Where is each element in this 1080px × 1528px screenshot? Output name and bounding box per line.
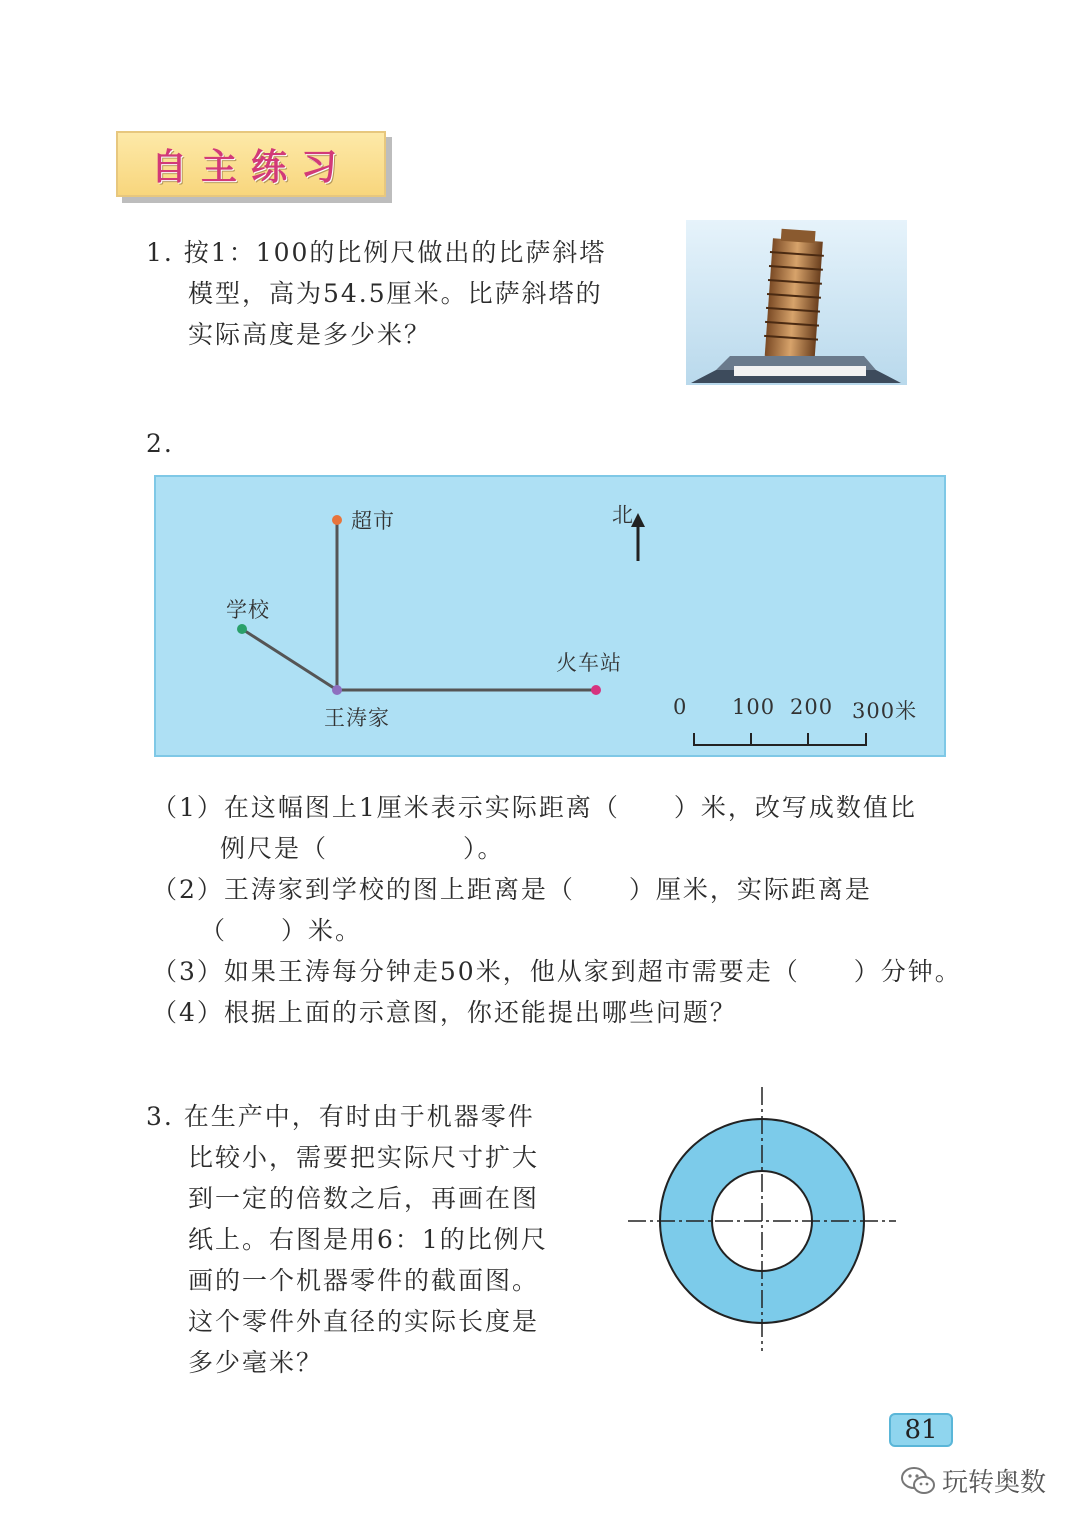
q1-line-1: 1. 按1：100的比例尺做出的比萨斜塔 (146, 238, 607, 267)
station-label: 火车站 (556, 651, 622, 675)
q2-part-4: （4）根据上面的示意图，你还能提出哪些问题？ (152, 998, 737, 1027)
q3-line-3: 到一定的倍数之后，再画在图 (188, 1184, 540, 1213)
q3-line-6: 这个零件外直径的实际长度是 (188, 1307, 540, 1336)
map-diagram (154, 475, 946, 757)
leaning-tower-model-image (686, 220, 907, 385)
q3-line-7: 多少毫米？ (188, 1348, 324, 1377)
section-banner (116, 131, 386, 197)
q3-line-4: 纸上。右图是用6：1的比例尺 (188, 1225, 548, 1254)
home-label: 王涛家 (324, 706, 390, 730)
q2-part-2: （2）王涛家到学校的图上距离是（ ）厘米，实际距离是 (152, 875, 872, 904)
north-label: 北 (612, 503, 634, 527)
section-title: 自主练习 (150, 146, 351, 188)
scale-tick-0: 0 (673, 695, 688, 719)
q2-number: 2. (146, 429, 174, 458)
supermarket-label: 超市 (351, 509, 395, 533)
q2-part-1-cont: 例尺是（ ）。 (220, 834, 505, 863)
scale-tick-100: 100 (732, 695, 776, 719)
q2-part-3: （3）如果王涛每分钟走50米，他从家到超市需要走（ ）分钟。 (152, 957, 962, 986)
q3-line-5: 画的一个机器零件的截面图。 (188, 1266, 540, 1295)
q1-line-3: 实际高度是多少米？ (188, 320, 432, 349)
school-label: 学校 (226, 598, 270, 622)
scale-tick-300: 300米 (852, 699, 918, 723)
page-number: 81 (889, 1413, 953, 1447)
watermark (900, 1462, 1046, 1499)
q2-part-1: （1）在这幅图上1厘米表示实际距离（ ）米，改写成数值比 (152, 793, 917, 822)
wechat-icon (900, 1466, 936, 1496)
watermark-text: 玩转奥数 (942, 1468, 1047, 1498)
q3-line-1: 3. 在生产中，有时由于机器零件 (146, 1102, 535, 1131)
q1-line-2: 模型，高为54.5厘米。比萨斜塔的 (188, 279, 603, 308)
scale-tick-200: 200 (790, 695, 834, 719)
q3-line-2: 比较小，需要把实际尺寸扩大 (188, 1143, 540, 1172)
machine-part-cross-section (622, 1085, 902, 1355)
q2-part-2-cont: （ ）米。 (200, 916, 363, 945)
